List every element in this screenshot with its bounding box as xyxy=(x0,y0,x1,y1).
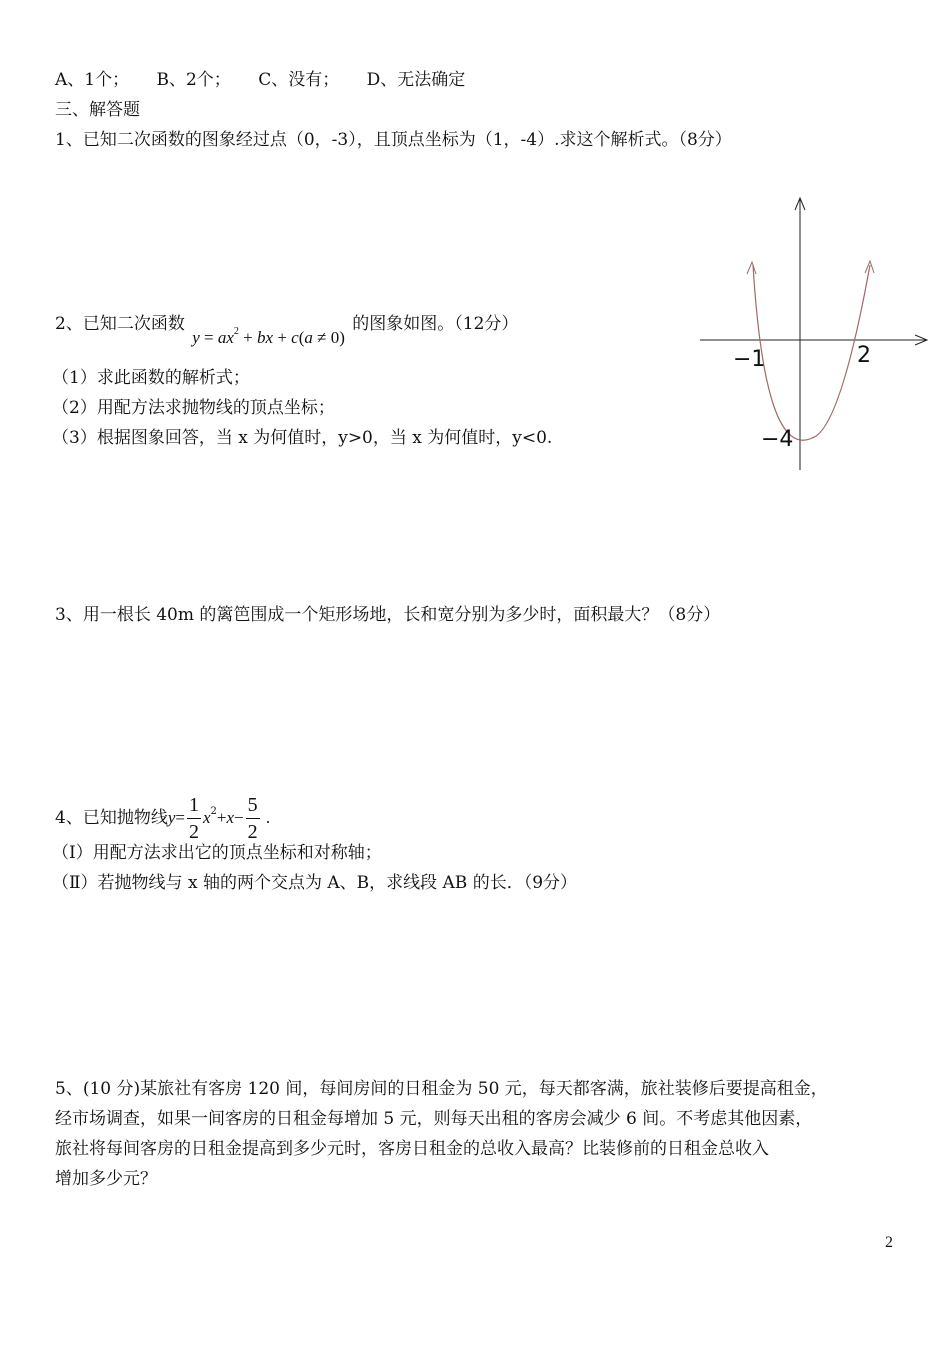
question-3: 3、用一根长 40m 的篱笆围成一个矩形场地，长和宽分别为多少时，面积最大？（8分） xyxy=(55,605,721,625)
formula-y: y xyxy=(192,328,200,347)
parabola-graph xyxy=(695,190,935,480)
question-4-sub-1: （Ⅰ）用配方法求出它的顶点坐标和对称轴； xyxy=(52,843,382,863)
choice-d: D、无法确定 xyxy=(366,70,466,90)
formula-close-paren: ) xyxy=(339,328,345,347)
question-2-sub-2: （2）用配方法求抛物线的顶点坐标； xyxy=(52,398,335,418)
q4-fraction-2-num: 5 xyxy=(246,792,260,819)
formula-eq: = xyxy=(199,328,218,347)
formula-b: b xyxy=(257,328,266,347)
question-2-formula xyxy=(192,320,345,350)
question-1: 1、已知二次函数的图象经过点（0，-3），且顶点坐标为（1，-4）.求这个解析式。（8分） xyxy=(55,130,732,150)
q4-fraction-1-den: 2 xyxy=(188,821,199,843)
q4-fraction-2-den: 2 xyxy=(247,821,258,843)
choice-c: C、没有； xyxy=(258,70,340,90)
formula-x: x xyxy=(226,328,234,347)
label-2: 2 xyxy=(857,343,871,368)
formula-plus-1: + xyxy=(238,328,258,347)
q4-exponent: 2 xyxy=(210,806,217,817)
question-5-line-2: 经市场调查，如果一间客房的日租金每增加 5 元，则每天出租的客房会减少 6 间。不考虑其他因素， xyxy=(55,1109,813,1129)
formula-zero: 0 xyxy=(330,328,340,347)
q4-eq: = xyxy=(175,808,185,827)
question-5-line-4: 增加多少元？ xyxy=(55,1169,157,1189)
label-neg1: −1 xyxy=(733,347,766,372)
parabola-left-arrow xyxy=(747,262,756,274)
formula-a2: a xyxy=(304,328,313,347)
question-2-sub-1: （1）求此函数的解析式； xyxy=(52,368,250,388)
question-4-stem xyxy=(55,786,270,845)
q4-y: y xyxy=(167,808,176,827)
question-4-sub-2: （Ⅱ）若抛物线与 x 轴的两个交点为 A、B，求线段 AB 的长．（9分） xyxy=(52,873,578,893)
question-2-prefix: 2、已知二次函数 xyxy=(55,314,185,334)
formula-x2: x xyxy=(265,328,274,347)
formula-exponent: 2 xyxy=(233,326,239,337)
question-5-line-3: 旅社将每间客房的日租金提高到多少元时，客房日租金的总收入最高？比装修前的日租金总收入 xyxy=(55,1139,769,1159)
q4-x2: x xyxy=(226,808,235,827)
formula-plus-2: + xyxy=(273,328,292,347)
q4-fraction-2 xyxy=(246,792,260,845)
q4-plus: + xyxy=(216,808,227,827)
question-5-line-1: 5、(10 分)某旅社有客房 120 间，每间房间的日租金为 50 元，每天都客满，旅社装修后要提高租金， xyxy=(55,1079,828,1099)
q4-minus: − xyxy=(234,808,244,827)
formula-c: c xyxy=(291,328,299,347)
question-2-stem xyxy=(55,306,519,347)
choices-row xyxy=(55,68,465,92)
label-neg4: −4 xyxy=(761,427,794,452)
question-2-suffix: 的图象如图。（12分） xyxy=(352,314,519,334)
question-2-sub-3: （3）根据图象回答，当 x 为何值时，y>0，当 x 为何值时，y<0. xyxy=(52,428,553,448)
q4-fraction-1-num: 1 xyxy=(187,792,201,819)
formula-open-paren: ( xyxy=(298,328,305,347)
q4-dot: . xyxy=(261,808,271,827)
formula-a: a xyxy=(217,328,227,347)
formula-neq: ≠ xyxy=(312,328,331,347)
section-title: 三、解答题 xyxy=(55,100,140,120)
q4-x: x xyxy=(202,808,211,827)
page-number: 2 xyxy=(885,1234,893,1251)
parabola-curve xyxy=(753,265,870,440)
question-4-prefix: 4、已知抛物线 xyxy=(55,808,168,828)
q4-fraction-1 xyxy=(187,792,201,845)
choice-a: A、1个； xyxy=(55,70,130,90)
choice-b: B、2个； xyxy=(156,70,231,90)
